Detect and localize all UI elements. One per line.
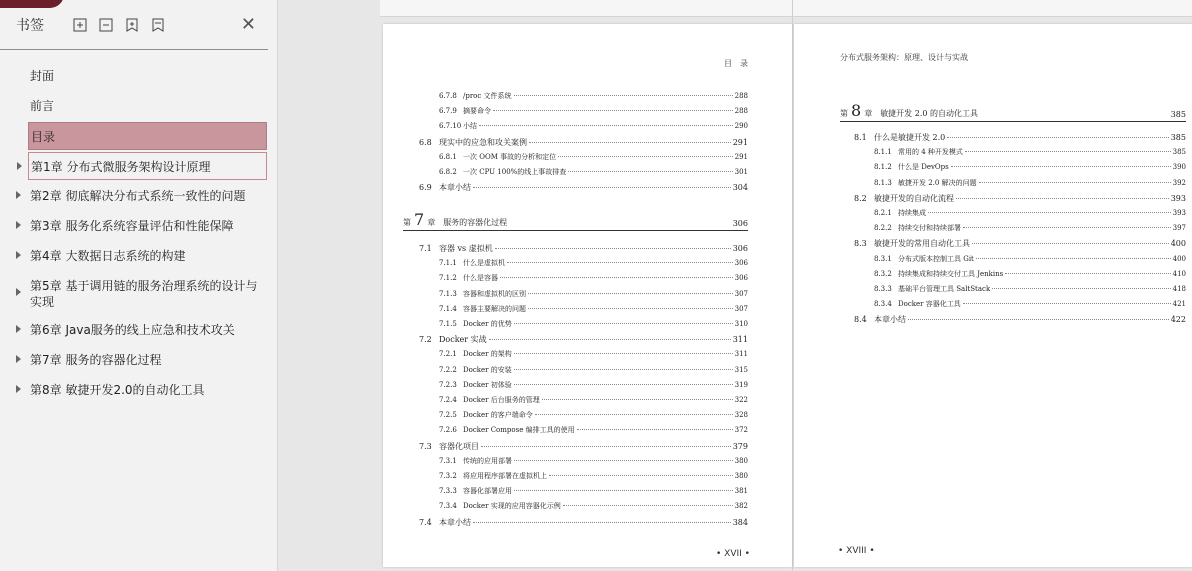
toc-number: 7.2.6 xyxy=(439,426,457,435)
toc-title: 持续交付和持续部署 xyxy=(898,224,961,233)
toc-number: 8.2.1 xyxy=(874,209,892,217)
bookmark-label: 前言 xyxy=(30,99,55,113)
chapter-prefix: 第 xyxy=(840,109,848,118)
page-folio: • XVII • xyxy=(716,549,750,559)
toc-number: 7.2.3 xyxy=(439,380,457,389)
toc-page: 306 xyxy=(734,274,748,283)
leader-dots xyxy=(514,353,733,354)
bookmark-toc[interactable] xyxy=(28,122,267,150)
toc-entry[interactable] xyxy=(439,304,748,314)
toc-number: 7.3 xyxy=(419,441,432,451)
bookmarks-panel xyxy=(0,0,278,571)
toc-number: 8.3.4 xyxy=(874,300,892,309)
toc-number: 8.1.1 xyxy=(874,148,892,157)
toc-title: 分布式版本控制工具 Git xyxy=(898,254,974,263)
toc-number: 7.2 xyxy=(419,335,432,345)
toc-page: 382 xyxy=(734,502,748,511)
toc-number: 8.3.3 xyxy=(874,285,892,293)
bookmark-label: 第2章 彻底解决分布式系统一致性的问题 xyxy=(30,189,246,203)
chapter-title: 敏捷开发 2.0 的自动化工具 xyxy=(880,109,978,118)
toc-page: 418 xyxy=(1172,285,1186,293)
toc-title: 什么是 DevOps xyxy=(898,163,949,172)
toc-title: Docker 实战 xyxy=(439,335,487,345)
leader-dots xyxy=(558,156,733,157)
toc-entry[interactable] xyxy=(419,182,748,193)
toc-title: 摘要命令 xyxy=(463,107,491,116)
expand-arrow-icon[interactable] xyxy=(16,355,21,363)
toc-entry[interactable] xyxy=(439,456,748,466)
toc-page: 306 xyxy=(732,244,748,253)
toc-entry[interactable] xyxy=(439,91,748,101)
bookmark-label: 第3章 服务化系统容量评估和性能保障 xyxy=(30,219,234,233)
bookmark-label: 第1章 分布式微服务架构设计原理 xyxy=(31,160,211,174)
toc-number: 7.2.1 xyxy=(439,350,457,359)
leader-dots xyxy=(963,227,1171,228)
toc-number: 6.7.9 xyxy=(439,107,457,116)
toc-entry[interactable] xyxy=(439,349,748,359)
chapter-suffix: 章 xyxy=(864,109,873,118)
toc-number: 6.9 xyxy=(419,183,432,193)
leader-dots xyxy=(514,460,733,461)
toc-entry[interactable] xyxy=(439,365,748,375)
bookmark-label: 第8章 敏捷开发2.0的自动化工具 xyxy=(30,383,205,397)
leader-dots xyxy=(493,110,733,111)
toc-entry[interactable] xyxy=(874,208,1186,218)
toc-number: 6.7.10 xyxy=(439,122,462,131)
bookmark-chapter-7[interactable] xyxy=(28,346,267,374)
leader-dots xyxy=(481,446,731,447)
toc-page: 301 xyxy=(734,168,748,176)
toc-number: 7.1.2 xyxy=(439,274,457,283)
toc-page: 372 xyxy=(734,426,748,435)
toc-title: Docker Compose 编排工具的使用 xyxy=(463,426,575,435)
toc-page: 381 xyxy=(734,487,748,496)
toc-title: 什么是虚拟机 xyxy=(463,259,505,268)
leader-dots xyxy=(568,171,732,172)
toc-entry[interactable] xyxy=(854,238,1186,249)
toc-entry[interactable] xyxy=(854,314,1186,325)
toc-page: 385 xyxy=(1172,148,1186,157)
toc-title: 容器主要解决的问题 xyxy=(463,304,526,313)
toc-number: 7.2.5 xyxy=(439,411,457,420)
leader-dots xyxy=(963,303,1171,304)
toc-number: 6.8.2 xyxy=(439,168,457,176)
leader-dots xyxy=(528,308,733,309)
expand-all-icon[interactable] xyxy=(72,17,88,33)
toc-page: 422 xyxy=(1170,315,1186,325)
toc-title: 现实中的应急和攻关案例 xyxy=(439,137,527,147)
page-divider xyxy=(792,0,793,571)
leader-dots xyxy=(500,277,733,278)
toc-title: 敏捷开发的自动化流程 xyxy=(874,193,954,203)
toc-page: 328 xyxy=(734,411,748,420)
bookmark-label: 第4章 大数据日志系统的构建 xyxy=(30,249,186,263)
toc-title: Docker 的客户端命令 xyxy=(463,411,533,420)
toc-entry[interactable] xyxy=(874,223,1186,233)
toc-page: 306 xyxy=(734,259,748,268)
leader-dots xyxy=(514,384,733,385)
leader-dots xyxy=(979,182,1171,183)
toc-title: 小结 xyxy=(463,122,477,131)
toc-title: 一次 OOM 事故的分析和定位 xyxy=(463,152,557,161)
toc-title: 敏捷开发的常用自动化工具 xyxy=(874,239,970,249)
toc-number: 8.2 xyxy=(854,193,867,203)
toc-entry[interactable] xyxy=(439,121,748,131)
app-badge xyxy=(0,0,64,8)
bookmark-preface[interactable] xyxy=(28,92,267,120)
toc-number: 7.1.4 xyxy=(439,304,457,313)
leader-dots xyxy=(514,95,733,96)
leader-dots xyxy=(514,323,733,324)
toc-page: 315 xyxy=(734,365,748,374)
bookmark-chapter-2[interactable] xyxy=(28,182,267,210)
chapter-suffix: 章 xyxy=(427,218,436,227)
toc-page: 311 xyxy=(732,335,748,345)
chapter-number: 8 xyxy=(851,101,862,120)
toc-page: 384 xyxy=(732,517,748,527)
bookmark-cover[interactable] xyxy=(28,62,267,90)
toc-title: 什么是敏捷开发 2.0 xyxy=(874,133,946,142)
leader-dots xyxy=(542,399,733,400)
leader-dots xyxy=(577,429,733,430)
chapter-title: 服务的容器化过程 xyxy=(443,218,508,227)
toc-entry[interactable] xyxy=(419,517,748,528)
toc-entry[interactable] xyxy=(874,162,1186,172)
toc-page: 380 xyxy=(734,472,748,480)
toc-title: 一次 CPU 100%的线上事故排查 xyxy=(463,168,567,176)
toc-number: 8.4 xyxy=(854,315,867,325)
expand-arrow-icon[interactable] xyxy=(16,221,21,229)
bookmark-label: 第5章 基于调用链的服务治理系统的设计与实现 xyxy=(30,279,258,309)
toc-page: 307 xyxy=(734,289,748,298)
leader-dots xyxy=(928,212,1171,213)
toc-page: 319 xyxy=(734,380,748,389)
toc-page: 311 xyxy=(734,350,748,359)
toc-page: 304 xyxy=(732,183,748,193)
toc-title: 将应用程序部署在虚拟机上 xyxy=(463,472,547,480)
toc-title: 持续集成 xyxy=(898,209,926,217)
toc-number: 7.2.4 xyxy=(439,396,457,404)
toc-entry[interactable] xyxy=(419,243,748,254)
toc-entry[interactable] xyxy=(439,380,748,390)
toc-entry[interactable] xyxy=(874,269,1186,279)
toc-number: 8.2.2 xyxy=(874,224,892,233)
leader-dots xyxy=(965,151,1171,152)
toc-page: 400 xyxy=(1172,254,1186,263)
toc-title: Docker 初体验 xyxy=(463,380,512,389)
toc-page: 307 xyxy=(734,304,748,313)
toc-page: 421 xyxy=(1172,300,1186,309)
leader-dots xyxy=(951,166,1171,167)
toc-page: 400 xyxy=(1170,239,1186,249)
leader-dots xyxy=(473,187,731,188)
toc-title: 敏捷开发 2.0 解决的问题 xyxy=(898,178,977,187)
toc-page: 393 xyxy=(1170,193,1186,203)
toc-entry[interactable] xyxy=(874,254,1186,264)
toc-title: Docker 实现的应用容器化示例 xyxy=(463,502,561,511)
toc-page: 410 xyxy=(1172,269,1186,278)
leader-dots xyxy=(489,339,731,340)
toc-page: 290 xyxy=(734,122,748,131)
expand-arrow-icon[interactable] xyxy=(16,251,21,259)
bookmark-options-icon[interactable] xyxy=(150,17,166,33)
bookmark-chapter-8[interactable] xyxy=(28,376,267,404)
toc-number: 8.1.3 xyxy=(874,178,892,187)
toc-title: Docker 后台服务的管理 xyxy=(463,396,540,404)
chapter-page: 306 xyxy=(732,219,748,228)
toc-number: 7.1 xyxy=(419,244,432,253)
leader-dots xyxy=(473,522,731,523)
toc-page: 397 xyxy=(1172,224,1186,233)
toc-entry[interactable] xyxy=(439,106,748,116)
toc-page: 288 xyxy=(734,107,748,116)
running-header: 分布式服务架构：原理、设计与实战 xyxy=(840,53,968,62)
chapter-number: 7 xyxy=(414,210,425,229)
leader-dots xyxy=(549,475,733,476)
bookmarks-title: 书签 xyxy=(16,17,44,34)
toc-number: 8.3.1 xyxy=(874,254,892,263)
bookmark-label: 封面 xyxy=(30,69,55,83)
add-bookmark-icon[interactable] xyxy=(124,17,140,33)
toc-number: 6.8.1 xyxy=(439,152,457,161)
collapse-all-icon[interactable] xyxy=(98,17,114,33)
leader-dots xyxy=(528,293,733,294)
toc-number: 7.1.5 xyxy=(439,320,457,328)
expand-arrow-icon[interactable] xyxy=(16,385,21,393)
leader-dots xyxy=(479,125,733,126)
page-folio: • XVIII • xyxy=(838,546,875,556)
expand-arrow-icon[interactable] xyxy=(16,191,21,199)
toc-number: 7.3.2 xyxy=(439,472,457,480)
toc-entry[interactable] xyxy=(419,441,748,452)
running-header: 目 录 xyxy=(724,59,748,68)
toc-title: Docker 的安装 xyxy=(463,365,512,374)
leader-dots xyxy=(1005,273,1170,274)
toc-number: 6.8 xyxy=(419,137,432,147)
leader-dots xyxy=(514,369,733,370)
toc-entry[interactable] xyxy=(439,486,748,496)
leader-dots xyxy=(529,142,731,143)
toc-title: 常用的 4 种开发模式 xyxy=(898,148,963,157)
bookmark-chapter-5[interactable] xyxy=(28,272,267,314)
toc-title: 本章小结 xyxy=(439,183,471,193)
leader-dots xyxy=(507,262,733,263)
toc-entry[interactable] xyxy=(439,273,748,283)
toc-number: 8.3.2 xyxy=(874,269,892,278)
leader-dots xyxy=(495,248,731,249)
chapter-page: 385 xyxy=(1170,110,1186,119)
toc-title: 基础平台管理工具 SaltStack xyxy=(898,285,991,293)
toc-entry[interactable] xyxy=(439,258,748,268)
leader-dots xyxy=(535,414,733,415)
toc-entry[interactable] xyxy=(874,299,1186,309)
toc-page: 291 xyxy=(732,137,748,147)
toc-entry[interactable] xyxy=(854,132,1186,143)
leader-dots xyxy=(514,490,733,491)
toc-number: 7.2.2 xyxy=(439,365,457,374)
chapter-heading xyxy=(403,212,748,231)
toc-title: Docker 的优势 xyxy=(463,320,512,328)
toc-title: Docker 容器化工具 xyxy=(898,300,961,309)
toc-page: 393 xyxy=(1172,209,1186,217)
toc-number: 8.1 xyxy=(854,133,867,142)
toc-entry[interactable] xyxy=(439,410,748,420)
toc-entry[interactable] xyxy=(874,284,1186,294)
toc-entry[interactable] xyxy=(439,425,748,435)
toc-title: 容器化部署应用 xyxy=(463,487,512,496)
toc-number: 7.3.3 xyxy=(439,487,457,496)
bookmark-chapter-6[interactable] xyxy=(28,316,267,344)
toc-entry[interactable] xyxy=(439,501,748,511)
leader-dots xyxy=(947,137,1168,138)
leader-dots xyxy=(908,319,1169,320)
close-icon[interactable]: ✕ xyxy=(240,14,256,35)
document-page-right xyxy=(794,24,1192,567)
bookmark-label: 目录 xyxy=(31,130,56,144)
toc-title: 容器和虚拟机的区别 xyxy=(463,289,526,298)
toc-number: 7.4 xyxy=(419,517,432,527)
toc-entry[interactable] xyxy=(439,395,748,405)
toc-number: 7.3.4 xyxy=(439,502,457,511)
bookmark-chapter-4[interactable] xyxy=(28,242,267,270)
bookmark-label: 第6章 Java服务的线上应急和技术攻关 xyxy=(30,323,235,337)
toc-number: 7.1.3 xyxy=(439,289,457,298)
toc-title: 容器 vs 虚拟机 xyxy=(439,244,493,253)
chapter-prefix: 第 xyxy=(403,218,411,227)
leader-dots xyxy=(956,198,1169,199)
toc-entry[interactable] xyxy=(419,334,748,345)
toc-page: 380 xyxy=(734,456,748,465)
toc-title: 容器化项目 xyxy=(439,441,479,451)
toc-page: 288 xyxy=(734,92,748,100)
toc-page: 385 xyxy=(1170,133,1186,142)
toc-page: 379 xyxy=(732,441,748,451)
toc-number: 6.7.8 xyxy=(439,92,457,100)
toc-page: 322 xyxy=(734,396,748,404)
toc-entry[interactable] xyxy=(874,178,1186,188)
toc-title: 本章小结 xyxy=(439,517,471,527)
expand-arrow-icon[interactable] xyxy=(17,162,22,170)
bookmark-chapter-1[interactable] xyxy=(28,152,267,180)
previous-page-edge xyxy=(380,0,1192,17)
toc-title: 传统的应用部署 xyxy=(463,456,512,465)
toc-title: 什么是容器 xyxy=(463,274,498,283)
toc-entry[interactable] xyxy=(439,319,748,329)
expand-arrow-icon[interactable] xyxy=(16,325,21,333)
leader-dots xyxy=(972,243,1169,244)
toc-page: 390 xyxy=(1172,163,1186,172)
toc-number: 8.3 xyxy=(854,239,867,249)
toc-title: Docker 的架构 xyxy=(463,350,512,359)
toc-entry[interactable] xyxy=(439,289,748,299)
leader-dots xyxy=(563,505,733,506)
toc-entry[interactable] xyxy=(439,471,748,481)
toc-page: 392 xyxy=(1172,178,1186,187)
chapter-heading xyxy=(840,103,1186,122)
expand-arrow-icon[interactable] xyxy=(16,288,21,296)
leader-dots xyxy=(976,258,1171,259)
toc-number: 7.3.1 xyxy=(439,456,457,465)
toc-number: 7.1.1 xyxy=(439,259,457,268)
bookmark-chapter-3[interactable] xyxy=(28,212,267,240)
toc-title: /proc 文件系统 xyxy=(463,92,512,100)
document-page-left xyxy=(383,24,792,567)
toc-number: 8.1.2 xyxy=(874,163,892,172)
bookmark-label: 第7章 服务的容器化过程 xyxy=(30,353,162,367)
toc-title: 本章小结 xyxy=(874,315,906,325)
toc-title: 持续集成和持续交付工具 Jenkins xyxy=(898,269,1004,278)
bookmark-list xyxy=(0,62,277,404)
toc-entry[interactable] xyxy=(419,137,748,148)
toc-entry[interactable] xyxy=(854,193,1186,204)
toc-entry[interactable] xyxy=(439,167,748,177)
toc-entry[interactable] xyxy=(439,152,748,162)
toc-page: 291 xyxy=(734,152,748,161)
toc-page: 310 xyxy=(734,320,748,328)
leader-dots xyxy=(992,288,1170,289)
toc-entry[interactable] xyxy=(874,147,1186,157)
